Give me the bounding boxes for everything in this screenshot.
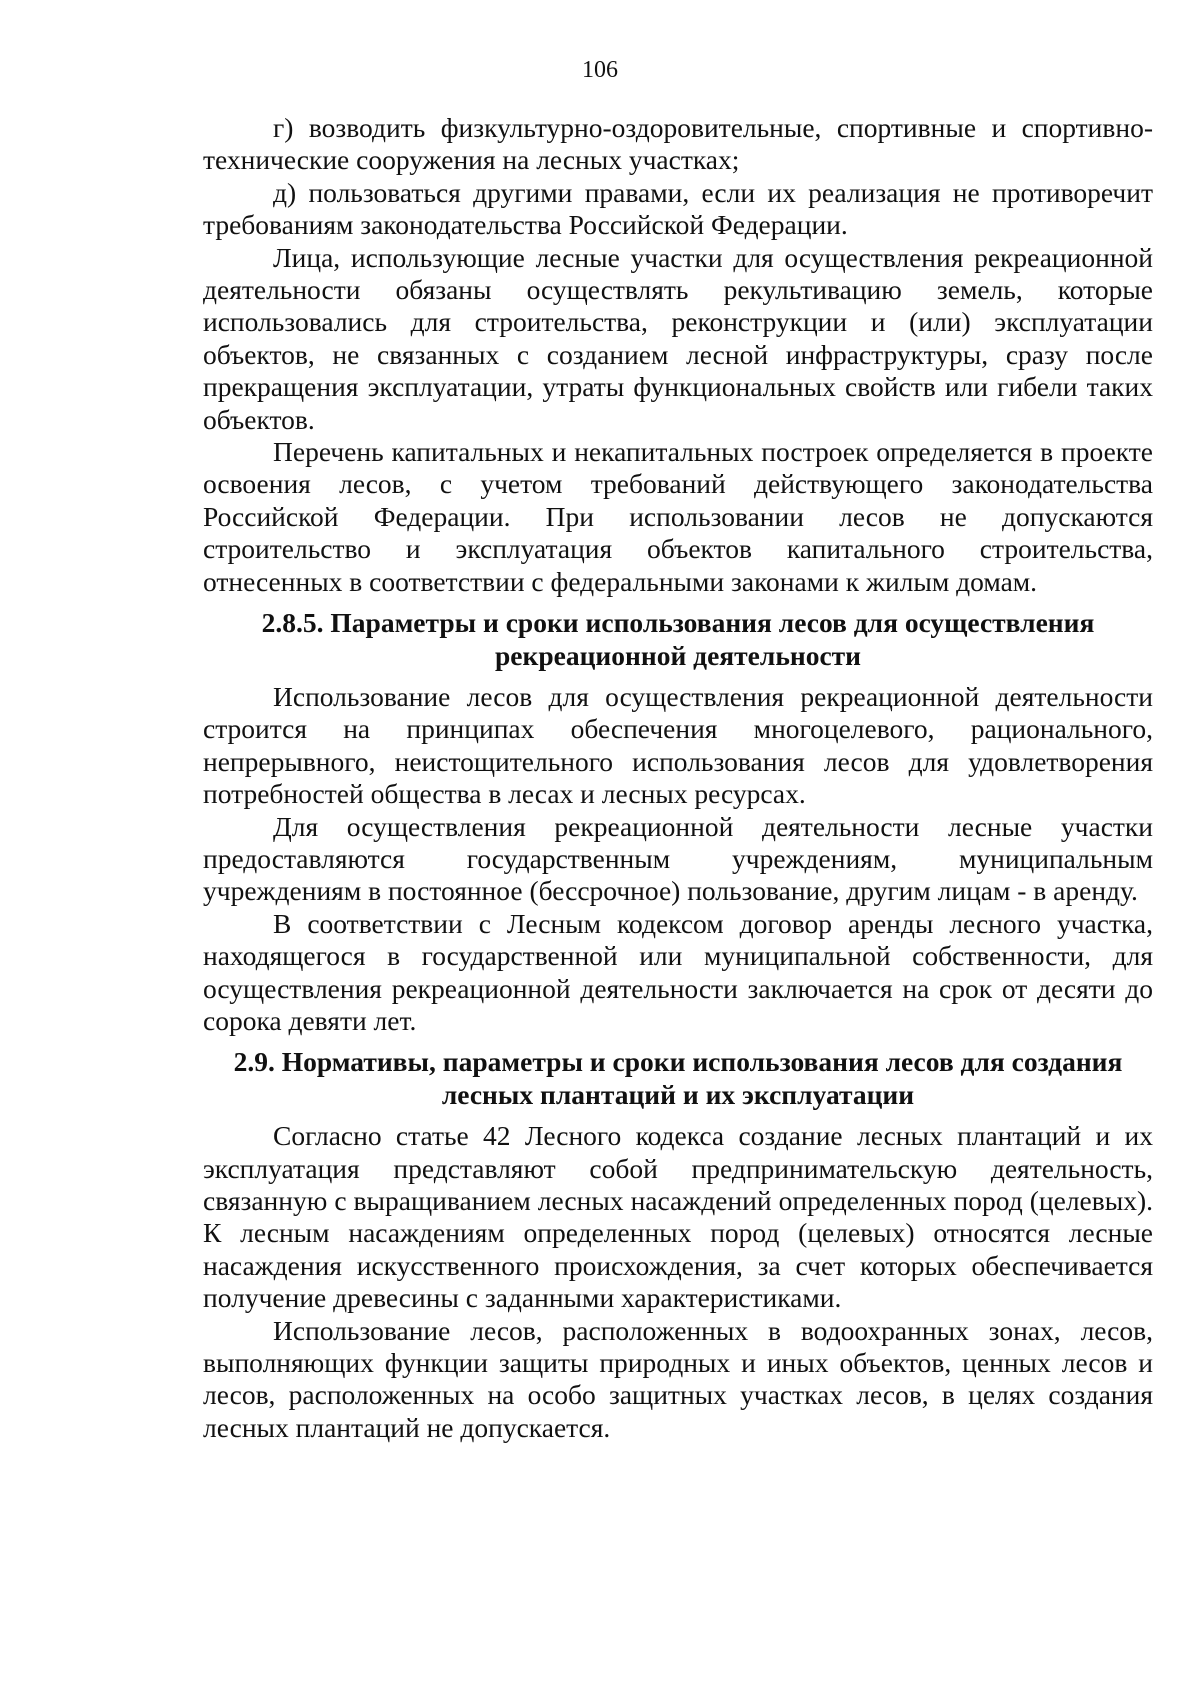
paragraph: Использование лесов для осуществления рекреационной деятельности строится на принципах обеспечения многоцелевого, рационального, непрерывного, неистощительного использования лесов для удовлетворения потребностей общества в лесах и лесных ресурсах.: [203, 680, 1153, 810]
paragraph: Согласно статье 42 Лесного кодекса создание лесных плантаций и их эксплуатация представляют собой предпринимательскую деятельность, связанную с выращиванием лесных насаждений определенных пород (целевых). К лесным насаждениям определенных пород (целевых) относятся лесные насаждения искусственного происхождения, за счет которых обеспечивается получение древесины с заданными характеристиками.: [203, 1120, 1153, 1314]
paragraph: Перечень капитальных и некапитальных построек определяется в проекте освоения лесов, с учетом требований действующего законодательства Российской Федерации. При использовании лесов не допускаются строительство и эксплуатация объектов капитального строительства, отнесенных в соответствии с федеральными законами к жилым домам.: [203, 436, 1153, 597]
document-body: [203, 112, 1153, 1444]
paragraph: г) возводить физкультурно-оздоровительные, спортивные и спортивно-технические сооружения на лесных участках;: [203, 112, 1153, 176]
section-heading: 2.9. Нормативы, параметры и сроки использования лесов для создания лесных плантаций и их эксплуатации: [233, 1046, 1123, 1110]
paragraph: В соответствии с Лесным кодексом договор аренды лесного участка, находящегося в государственной или муниципальной собственности, для осуществления рекреационной деятельности заключается на срок от десяти до сорока девяти лет.: [203, 907, 1153, 1036]
page-number: 106: [582, 57, 618, 83]
section-heading: 2.8.5. Параметры и сроки использования лесов для осуществления рекреационной деятельности: [261, 607, 1095, 671]
paragraph: Для осуществления рекреационной деятельности лесные участки предоставляются государственным учреждениям, муниципальным учреждениям в постоянное (бессрочное) пользование, другим лицам - в аренду.: [203, 810, 1153, 907]
paragraph: Лица, использующие лесные участки для осуществления рекреационной деятельности обязаны осуществлять рекультивацию земель, которые использовались для строительства, реконструкции и (или) эксплуатации объектов, не связанных с созданием лесной инфраструктуры, сразу после прекращения эксплуатации, утраты функциональных свойств или гибели таких объектов.: [203, 241, 1153, 435]
paragraph: д) пользоваться другими правами, если их реализация не противоречит требованиям законодательства Российской Федерации.: [203, 176, 1153, 241]
paragraph: Использование лесов, расположенных в водоохранных зонах, лесов, выполняющих функции защиты природных и иных объектов, ценных лесов и лесов, расположенных на особо защитных участках лесов, в целях создания лесных плантаций не допускается.: [203, 1314, 1153, 1443]
